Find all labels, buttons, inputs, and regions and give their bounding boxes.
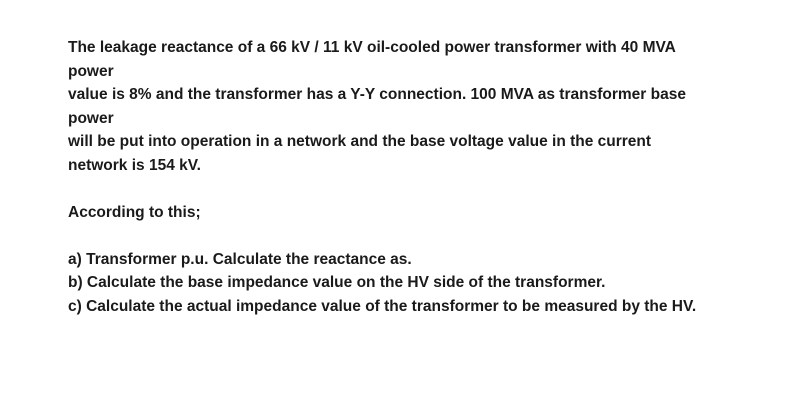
intro-text: According to this; bbox=[68, 203, 201, 221]
paragraph-line: value is 8% and the transformer has a Y-Y connection. 100 MVA as transformer base bbox=[68, 86, 686, 103]
paragraph-line: power bbox=[68, 109, 114, 127]
question-list bbox=[68, 248, 768, 319]
paragraph-line: network is 154 kV. bbox=[68, 156, 201, 174]
paragraph-line: will be put into operation in a network and the base voltage value in the current bbox=[68, 133, 652, 150]
question-a: a) Transformer p.u. Calculate the reactance as. bbox=[68, 250, 412, 268]
question-b: b) Calculate the base impedance value on the HV side of the transformer. bbox=[68, 274, 606, 291]
blank-line bbox=[68, 224, 768, 248]
problem-document bbox=[68, 36, 768, 318]
problem-paragraph bbox=[68, 36, 768, 177]
blank-line bbox=[68, 177, 768, 201]
paragraph-line: The leakage reactance of a 66 kV / 11 kV oil-cooled power transformer with 40 MVA bbox=[68, 39, 676, 56]
question-c: c) Calculate the actual impedance value of the transformer to be measured by the HV. bbox=[68, 297, 697, 315]
paragraph-line: power bbox=[68, 62, 114, 80]
